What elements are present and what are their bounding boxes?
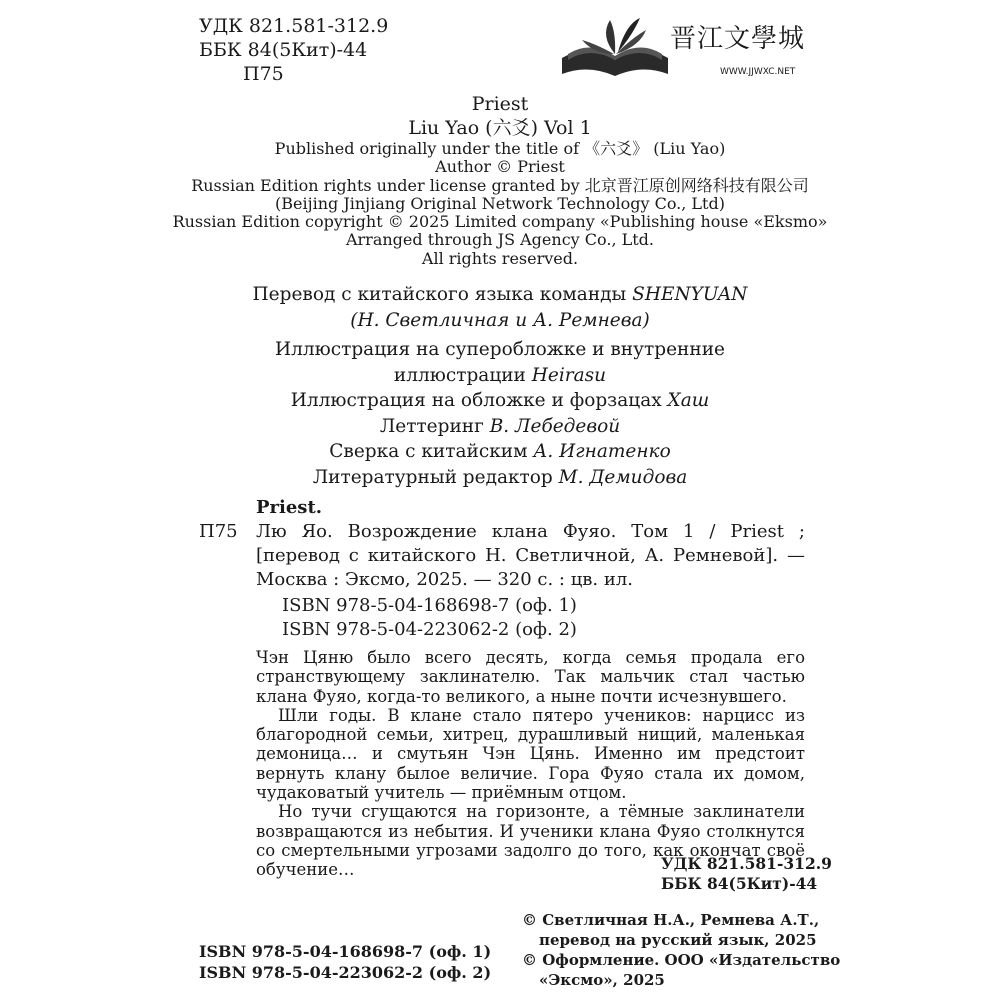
translation-team: SHENYUAN xyxy=(632,284,748,306)
catalog-author: Priest. xyxy=(256,497,323,518)
translation-credit xyxy=(150,282,850,308)
publisher-logo xyxy=(560,14,810,80)
catalog-code: П75 xyxy=(199,521,238,542)
bottom-isbn: ISBN 978-5-04-223062-2 (оф. 2) xyxy=(199,963,492,982)
credit-line: Published originally under the title of 《六爻》 (Liu Yao) xyxy=(274,139,726,158)
copyright-design-cont: «Эксмо», 2025 xyxy=(539,971,665,989)
copyright-design: © Оформление. ООО «Издательство xyxy=(522,951,841,969)
illustration-artist: Heirasu xyxy=(531,364,607,386)
credit-line: (Beijing Jinjiang Original Network Technology Co., Ltd) xyxy=(275,193,725,213)
copyright-translation-cont: перевод на русский язык, 2025 xyxy=(539,931,817,949)
illustration-credit-2 xyxy=(150,363,850,389)
annotation xyxy=(199,648,805,880)
lettering-label: Леттеринг xyxy=(379,415,490,437)
annotation-paragraph: Шли годы. В клане стало пятеро учеников: нарцисс из благородной семьи, хитрец, дурашливый нищий, маленькая демоница… и смутьян Чэн Цянь. Именно им предстоит вернуть клану былое величие. Гора Фуяо стала их домом, чудаковатый учитель — приёмным отцом. xyxy=(256,705,805,803)
copyright-notices xyxy=(522,910,840,990)
credit-line: All rights reserved. xyxy=(421,248,579,268)
credit-author: Priest xyxy=(471,93,529,115)
catalog-description: Лю Яо. Возрождение клана Фуяо. Том 1 / Priest ; [перевод с китайского Н. Светличной, А. Ремневой]. — Москва : Эксмо, 2025. — 320 с. : цв. ил. xyxy=(256,521,805,590)
illustration-label: иллюстрации xyxy=(393,364,532,386)
cover-label: Иллюстрация на обложке и форзацах xyxy=(290,390,668,412)
copyright-translation: © Светличная Н.А., Ремнева А.Т., xyxy=(522,911,820,929)
credit-line: Russian Edition copyright © 2025 Limited company «Publishing house «Eksmo» xyxy=(172,212,828,232)
translators-names: (Н. Светличная и А. Ремнева) xyxy=(350,309,650,331)
check-credit xyxy=(150,439,850,465)
illustration-credit-1: Иллюстрация на суперобложке и внутренние xyxy=(275,339,725,361)
cover-artist: Хаш xyxy=(667,390,710,412)
logo-url: WWW.JJWXC.NET xyxy=(720,67,796,77)
credit-line: Author © Priest xyxy=(435,157,565,177)
lettering-credit xyxy=(150,414,850,440)
author-code: П75 xyxy=(243,63,284,85)
catalog-codes xyxy=(661,854,832,894)
catalog-udk: УДК 821.581-312.9 xyxy=(661,854,832,873)
catalog-bbk: ББК 84(5Кит)-44 xyxy=(661,874,818,893)
cover-credit xyxy=(150,388,850,414)
catalog-isbn: ISBN 978-5-04-168698-7 (оф. 1) xyxy=(282,595,577,616)
editor-label: Литературный редактор xyxy=(312,466,559,488)
udk-code: УДК 821.581-312.9 xyxy=(199,15,389,37)
catalog-card xyxy=(199,496,805,880)
classification-codes xyxy=(199,14,388,86)
check-label: Сверка с китайским xyxy=(329,441,534,463)
bbk-code: ББК 84(5Кит)-44 xyxy=(199,39,368,61)
catalog-isbn-list xyxy=(199,594,805,642)
check-person: А. Игнатенко xyxy=(533,441,671,463)
credit-line: Russian Edition rights under license granted by 北京晋江原创网络科技有限公司 xyxy=(191,175,809,195)
translation-label: Перевод с китайского языка команды xyxy=(252,284,633,306)
credit-title: Liu Yao (六爻) Vol 1 xyxy=(408,117,592,139)
credit-line: Arranged through JS Agency Co., Ltd. xyxy=(345,230,655,250)
catalog-isbn: ISBN 978-5-04-223062-2 (оф. 2) xyxy=(282,619,577,640)
logo-chinese-text: 晋江文學城 xyxy=(670,24,806,54)
open-book-flower-icon xyxy=(560,14,670,80)
russian-credits xyxy=(150,282,850,490)
bottom-isbn-list xyxy=(199,941,491,983)
credits-block xyxy=(150,92,850,490)
annotation-paragraph: Но тучи сгущаются на горизонте, а тёмные заклинатели возвращаются из небытия. И ученики клана Фуяо столкнутся со смертельными угрозами задолго до того, как окончат своё обучение… xyxy=(256,802,805,880)
translators xyxy=(150,308,850,334)
editor-credit xyxy=(150,465,850,491)
editor-person: М. Демидова xyxy=(558,466,688,488)
catalog-entry xyxy=(199,520,805,592)
bottom-isbn: ISBN 978-5-04-168698-7 (оф. 1) xyxy=(199,942,492,961)
annotation-paragraph: Чэн Цяню было всего десять, когда семья продала его странствующему заклинателю. Так мальчик стал частью клана Фуяо, когда-то великого, а ныне почти исчезнувшего. xyxy=(256,648,805,706)
lettering-artist: В. Лебедевой xyxy=(489,415,621,437)
